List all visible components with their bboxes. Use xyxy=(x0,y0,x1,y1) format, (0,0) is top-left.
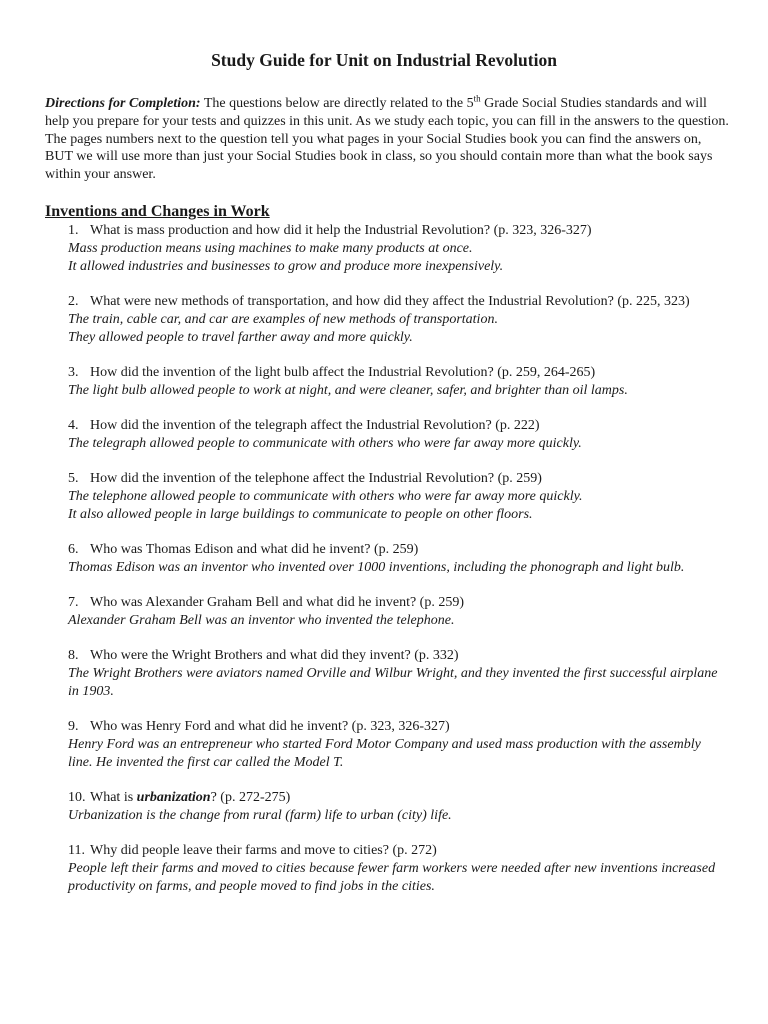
question-text xyxy=(68,718,728,736)
directions-text-end: Grade Social Studies standards and will help you prepare for your tests and quizzes in this unit. As we study each topic, you can fill in the answers to the question. The pages numbers next to the question tell you what pages in your Social Studies book you can find the answers on, BUT we will use more than just your Social Studies book in class, so you should contain more than what the book says within your answer. xyxy=(45,96,729,183)
question-prompt: How did the invention of the telephone affect the Industrial Revolution? (p. 259) xyxy=(90,471,542,486)
question-prompt: Who was Henry Ford and what did he invent? (p. 323, 326-327) xyxy=(90,719,450,734)
question-number: 2. xyxy=(68,294,79,309)
question-prompt-end: ? (p. 272-275) xyxy=(210,790,291,805)
question-item-7 xyxy=(68,594,728,630)
question-emphasis-term: urbanization xyxy=(136,790,211,805)
answer-text: People left their farms and moved to cities because fewer farm workers were needed after new inventions increased productivity on farms, and people moved to find jobs in the cities. xyxy=(68,861,716,894)
question-text xyxy=(68,417,728,435)
question-prompt: What is mass production and how did it help the Industrial Revolution? (p. 323, 326-327) xyxy=(90,223,592,238)
question-number: 6. xyxy=(68,542,79,557)
question-list xyxy=(68,222,728,913)
answer-text: It allowed industries and businesses to grow and produce more inexpensively. xyxy=(68,259,504,274)
question-prompt: Why did people leave their farms and move to cities? (p. 272) xyxy=(90,843,437,858)
question-prompt: How did the invention of the light bulb affect the Industrial Revolution? (p. 259, 264-265) xyxy=(90,365,596,380)
answer-text: The train, cable car, and car are examples of new methods of transportation. xyxy=(68,312,498,327)
directions-colon: : xyxy=(195,96,201,111)
answer-text: Mass production means using machines to make many products at once. xyxy=(68,241,473,256)
answer-text: They allowed people to travel farther away and more quickly. xyxy=(68,330,413,345)
question-number: 4. xyxy=(68,418,79,433)
answer-text: Thomas Edison was an inventor who invented over 1000 inventions, including the phonograph and light bulb. xyxy=(68,560,685,575)
question-text xyxy=(68,293,728,311)
question-text xyxy=(68,222,728,240)
question-number: 1. xyxy=(68,223,79,238)
question-text xyxy=(68,364,728,382)
question-item-3 xyxy=(68,364,728,400)
question-number: 8. xyxy=(68,648,79,663)
answer-text: The telephone allowed people to communicate with others who were far away more quickly. xyxy=(68,489,583,504)
question-item-2 xyxy=(68,293,728,347)
question-number: 3. xyxy=(68,365,79,380)
question-number: 10. xyxy=(68,790,86,805)
question-prompt: Who were the Wright Brothers and what did they invent? (p. 332) xyxy=(90,648,459,663)
question-item-9 xyxy=(68,718,728,772)
question-number: 7. xyxy=(68,595,79,610)
question-number: 11. xyxy=(68,843,85,858)
answer-text: The Wright Brothers were aviators named Orville and Wilbur Wright, and they invented the first successful airplane in 1903. xyxy=(68,666,718,699)
question-text xyxy=(68,647,728,665)
question-item-1 xyxy=(68,222,728,276)
question-item-4 xyxy=(68,417,728,453)
question-item-5 xyxy=(68,470,728,524)
directions-paragraph xyxy=(45,95,730,184)
question-text xyxy=(68,470,728,488)
question-item-8 xyxy=(68,647,728,701)
question-prompt: How did the invention of the telegraph affect the Industrial Revolution? (p. 222) xyxy=(90,418,540,433)
question-text xyxy=(68,594,728,612)
answer-text: Henry Ford was an entrepreneur who started Ford Motor Company and used mass production with the assembly line. He invented the first car called the Model T. xyxy=(68,737,701,770)
question-prompt-start: What is xyxy=(90,790,137,805)
answer-text: Alexander Graham Bell was an inventor who invented the telephone. xyxy=(68,613,455,628)
answer-text: The telegraph allowed people to communicate with others who were far away more quickly. xyxy=(68,436,582,451)
question-text xyxy=(68,842,728,860)
answer-text: Urbanization is the change from rural (farm) life to urban (city) life. xyxy=(68,808,452,823)
answer-text: The light bulb allowed people to work at night, and were cleaner, safer, and brighter than oil lamps. xyxy=(68,383,628,398)
directions-superscript: th xyxy=(473,93,481,104)
section-heading: Inventions and Changes in Work xyxy=(45,203,270,220)
question-number: 5. xyxy=(68,471,79,486)
page-title: Study Guide for Unit on Industrial Revolution xyxy=(211,50,557,70)
question-item-6 xyxy=(68,541,728,577)
directions-lead: Directions for Completion xyxy=(45,96,196,111)
question-item-10 xyxy=(68,789,728,825)
question-prompt: What were new methods of transportation, and how did they affect the Industrial Revolution? (p. 225, 323) xyxy=(90,294,690,309)
question-item-11 xyxy=(68,842,728,896)
question-number: 9. xyxy=(68,719,79,734)
question-prompt: Who was Alexander Graham Bell and what did he invent? (p. 259) xyxy=(90,595,465,610)
question-prompt: Who was Thomas Edison and what did he invent? (p. 259) xyxy=(90,542,419,557)
question-text xyxy=(68,789,728,807)
question-text xyxy=(68,541,728,559)
answer-text: It also allowed people in large buildings to communicate to people on other floors. xyxy=(68,507,533,522)
directions-text-start: The questions below are directly related to the 5 xyxy=(200,96,474,111)
